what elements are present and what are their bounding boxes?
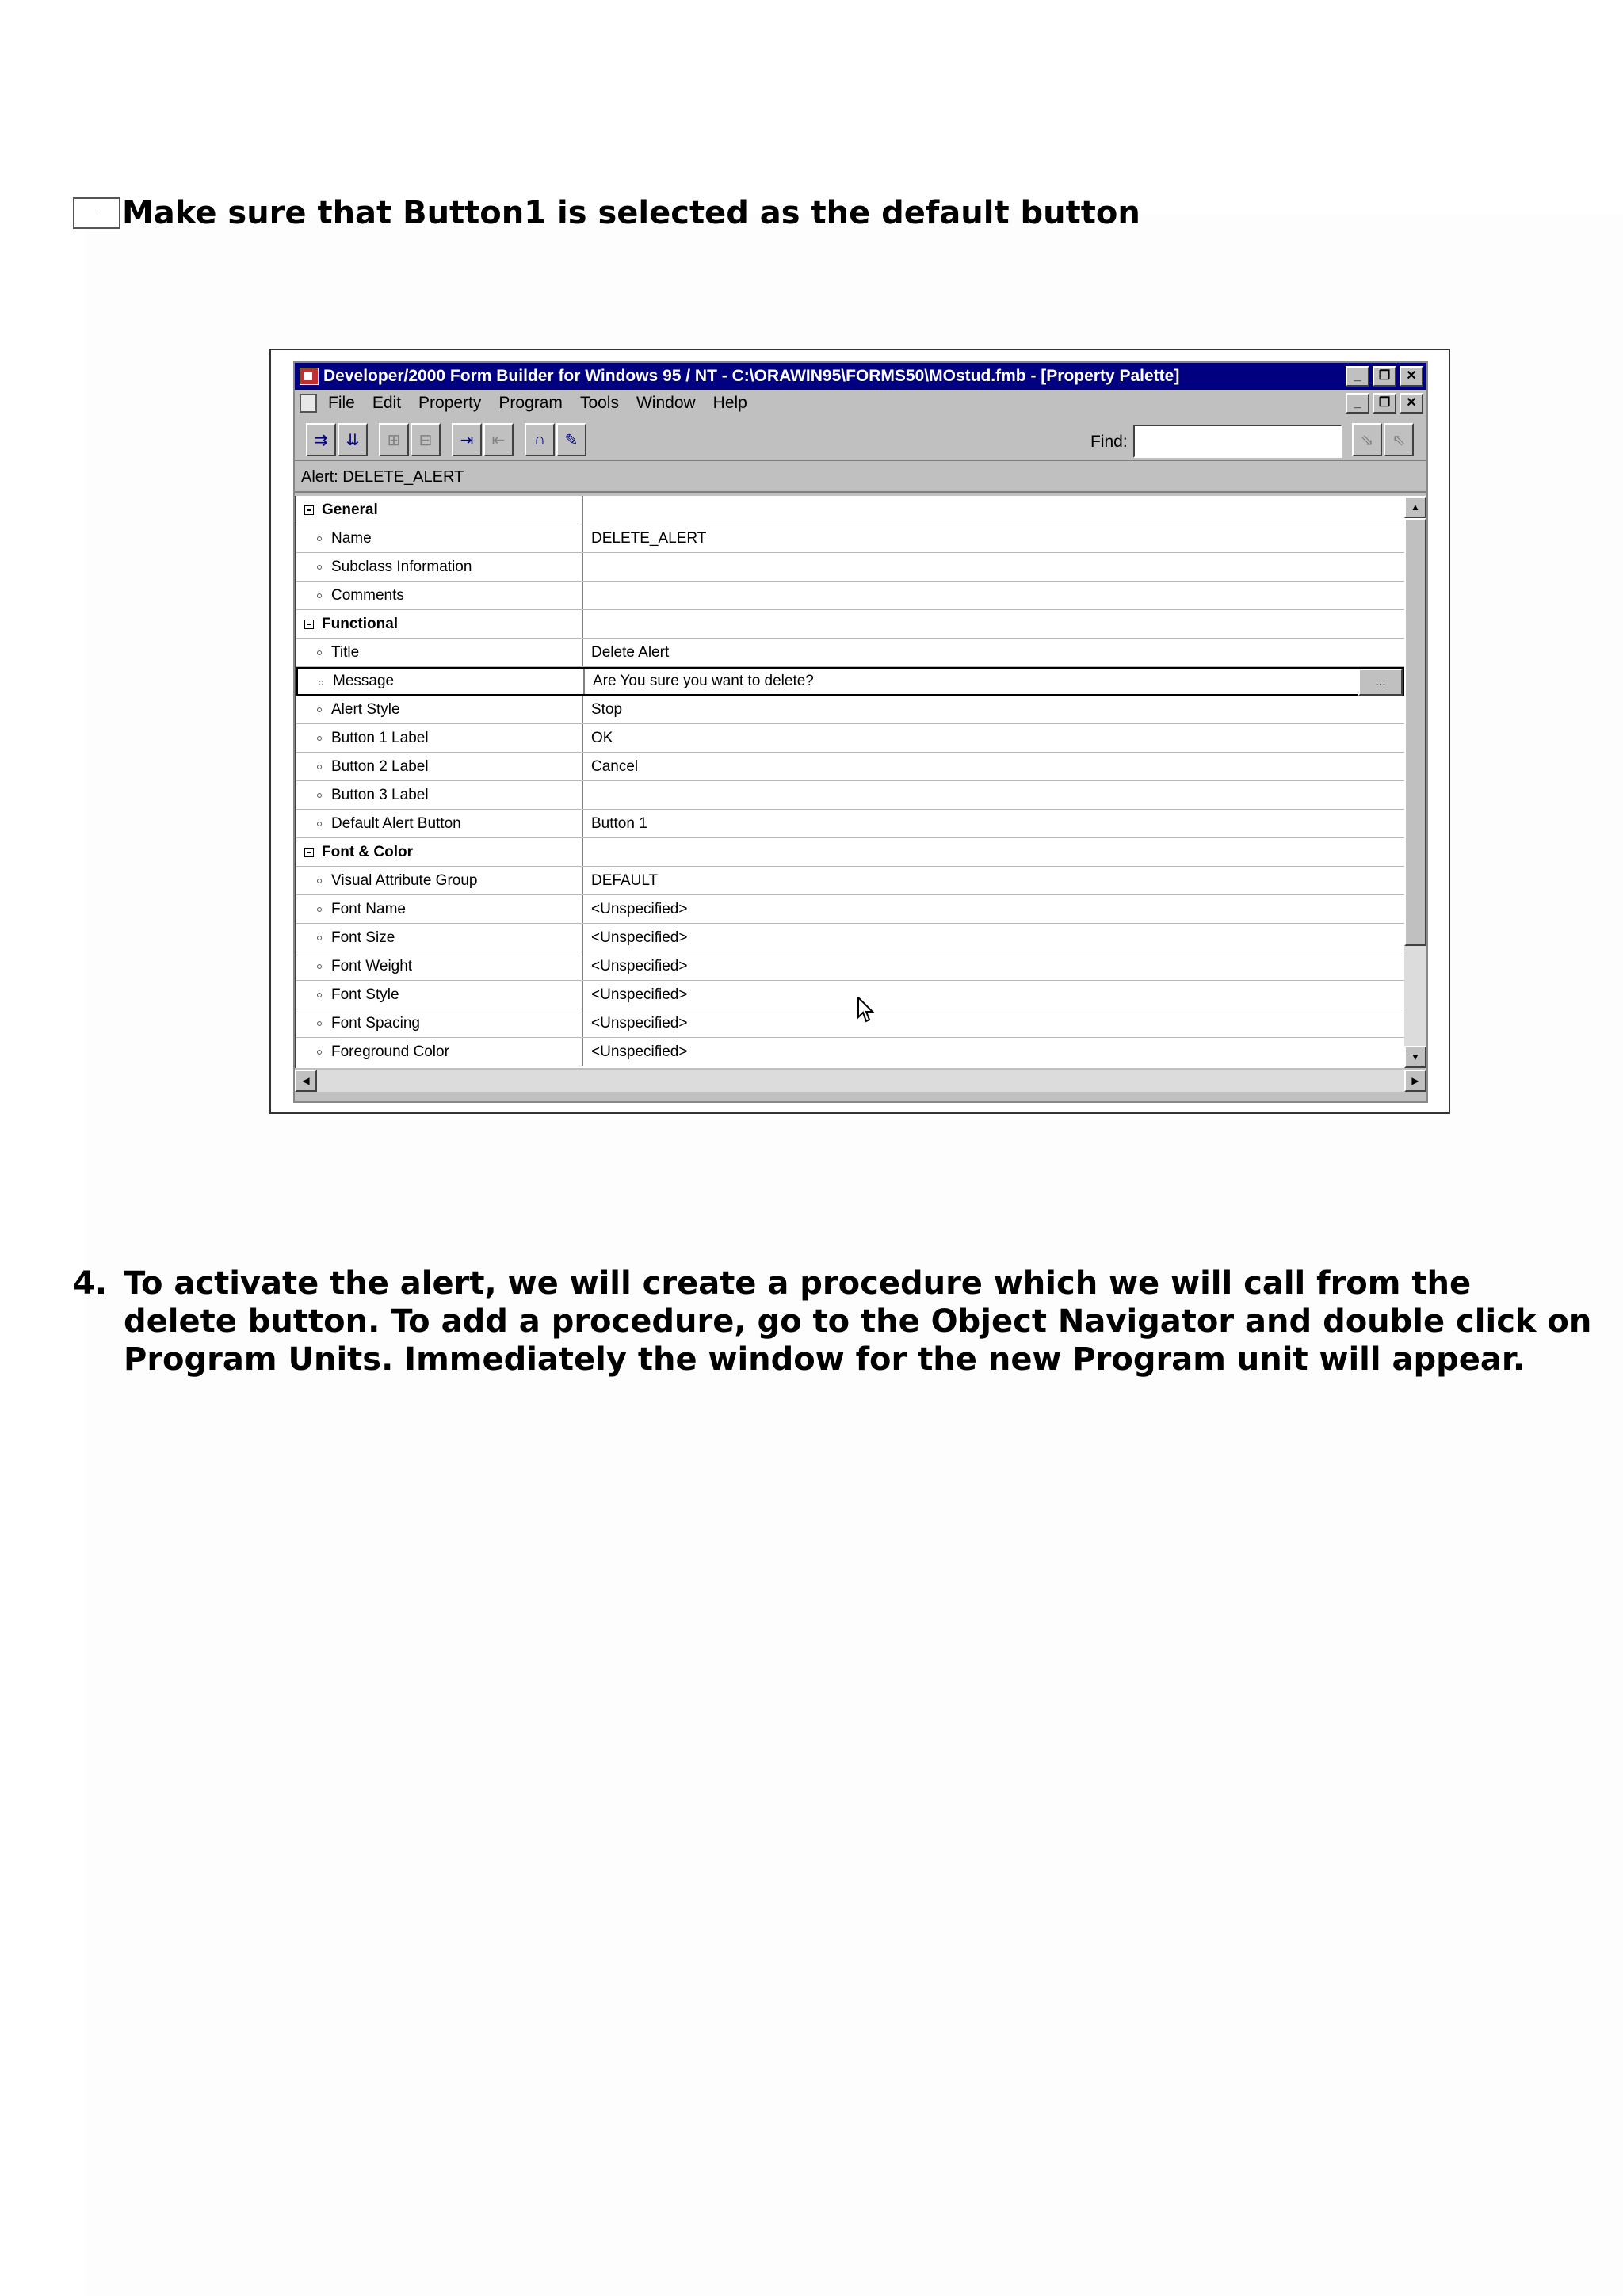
menu-window[interactable]: Window	[636, 394, 696, 412]
property-grid	[295, 496, 1404, 1068]
property-bullet-icon	[319, 681, 323, 685]
toolbar-group-intersect	[525, 423, 588, 456]
property-name: Name	[331, 529, 372, 547]
find-previous-icon[interactable]: ⇖	[1384, 423, 1414, 456]
find-input[interactable]	[1133, 425, 1342, 458]
property-name: Message	[333, 673, 395, 689]
scroll-right-icon[interactable]: ▶	[1404, 1070, 1426, 1092]
property-row-selected[interactable]	[296, 667, 1404, 696]
property-value[interactable]: Are You sure you want to delete?	[593, 673, 814, 689]
property-row[interactable]	[296, 753, 1404, 781]
menu-tools[interactable]: Tools	[579, 394, 619, 412]
property-name: Subclass Information	[331, 558, 472, 575]
vertical-scrollbar[interactable]	[1404, 496, 1426, 1068]
scroll-down-icon[interactable]: ▼	[1404, 1046, 1426, 1068]
section-row[interactable]	[296, 496, 1404, 524]
property-bullet-icon	[317, 964, 322, 969]
restore-icon[interactable]: ❐	[1373, 366, 1396, 387]
property-bullet-icon	[317, 793, 322, 798]
toolbar-group-inherit	[452, 423, 515, 456]
property-bullet-icon	[317, 879, 322, 883]
property-name: Font Size	[331, 929, 395, 946]
delete-property-icon[interactable]: ⊟	[411, 423, 441, 456]
property-value[interactable]: DEFAULT	[591, 871, 659, 889]
property-row[interactable]	[296, 895, 1404, 924]
property-bullet-icon	[317, 993, 322, 997]
property-bullet-icon	[317, 822, 322, 826]
bullet-checkbox-icon: '	[73, 197, 120, 229]
find-label: Find:	[1090, 433, 1128, 451]
menu-property[interactable]: Property	[418, 394, 482, 412]
menu-edit[interactable]: Edit	[372, 394, 402, 412]
property-row[interactable]	[296, 724, 1404, 753]
collapse-icon[interactable]	[304, 848, 314, 857]
scroll-up-icon[interactable]: ▲	[1404, 496, 1426, 518]
instruction-line	[73, 193, 1140, 233]
horizontal-scrollbar[interactable]	[295, 1070, 1426, 1092]
property-bullet-icon	[317, 650, 322, 655]
menu-program[interactable]: Program	[498, 394, 563, 412]
property-value[interactable]: Delete Alert	[591, 643, 670, 661]
collapse-icon[interactable]	[304, 620, 314, 629]
menu-file[interactable]: File	[328, 394, 355, 412]
doc-close-icon[interactable]: ✕	[1400, 393, 1423, 414]
property-bullet-icon	[317, 707, 322, 712]
property-value[interactable]: DELETE_ALERT	[591, 529, 707, 547]
property-row[interactable]	[296, 1038, 1404, 1066]
property-row[interactable]	[296, 582, 1404, 610]
property-bullet-icon	[317, 765, 322, 769]
toolbar-group-add	[379, 423, 442, 456]
menu-bar	[295, 390, 1426, 417]
property-value[interactable]: Button 1	[591, 814, 647, 832]
step-number: 4.	[73, 1265, 108, 1302]
property-value[interactable]	[583, 553, 1404, 581]
property-name: Font Spacing	[331, 1014, 420, 1032]
property-value[interactable]: <Unspecified>	[591, 900, 688, 917]
property-row[interactable]	[296, 952, 1404, 981]
property-name: Font Weight	[331, 957, 413, 974]
instruction-text: Make sure that Button1 is selected as the default button	[122, 195, 1140, 231]
freeze-icon[interactable]: ⇤	[483, 423, 514, 456]
property-value[interactable]: <Unspecified>	[591, 986, 688, 1003]
property-bullet-icon	[317, 1050, 322, 1055]
object-label: Alert: DELETE_ALERT	[295, 463, 1426, 493]
freeze-unfreeze-icon[interactable]: ✎	[556, 423, 586, 456]
section-name: Functional	[322, 615, 399, 632]
property-value[interactable]	[583, 781, 1404, 809]
property-value[interactable]: Cancel	[591, 757, 639, 775]
mouse-pointer-icon	[857, 997, 875, 1024]
section-name: General	[322, 501, 378, 518]
scroll-thumb[interactable]	[1404, 518, 1426, 946]
property-row[interactable]	[296, 867, 1404, 895]
property-name: Button 3 Label	[331, 786, 429, 803]
add-property-icon[interactable]: ⊞	[379, 423, 409, 456]
section-row[interactable]	[296, 838, 1404, 867]
property-value[interactable]: OK	[591, 729, 613, 746]
property-row[interactable]	[296, 924, 1404, 952]
property-value[interactable]: Stop	[591, 700, 623, 718]
window-title: Developer/2000 Form Builder for Windows 95 / NT - C:\ORAWIN95\FORMS50\MOstud.fmb - [Property Palette]	[323, 367, 1180, 385]
more-button[interactable]: ...	[1358, 669, 1403, 696]
property-name: Font Style	[331, 986, 399, 1003]
property-name: Foreground Color	[331, 1043, 449, 1060]
property-value[interactable]: <Unspecified>	[591, 957, 688, 974]
toolbar	[295, 417, 1426, 461]
step-text: To activate the alert, we will create a procedure which we will call from the delete button. To add a procedure, go to the Object Navigator and double click on Program Units. Immediately the window for the new Program unit will appear.	[124, 1265, 1592, 1378]
property-bullet-icon	[317, 736, 322, 741]
property-row[interactable]	[296, 981, 1404, 1009]
doc-minimize-icon[interactable]: _	[1346, 393, 1369, 414]
property-value[interactable]: <Unspecified>	[591, 929, 688, 946]
menu-help[interactable]: Help	[712, 394, 747, 412]
close-icon[interactable]: ✕	[1400, 366, 1423, 387]
property-row[interactable]	[296, 1009, 1404, 1038]
copy-properties-icon[interactable]: ⇉	[306, 423, 336, 456]
section-row[interactable]	[296, 610, 1404, 639]
intersect-union-icon[interactable]: ∩	[525, 423, 555, 456]
property-bullet-icon	[317, 565, 322, 570]
property-row[interactable]	[296, 553, 1404, 582]
find-next-icon[interactable]: ⇘	[1352, 423, 1382, 456]
toolbar-group-copy	[306, 423, 369, 456]
document-icon[interactable]	[300, 394, 317, 413]
minimize-icon[interactable]: _	[1346, 366, 1369, 387]
property-row[interactable]	[296, 696, 1404, 724]
property-bullet-icon	[317, 936, 322, 940]
property-value[interactable]: <Unspecified>	[591, 1014, 688, 1032]
property-name: Alert Style	[331, 700, 400, 718]
step-paragraph	[73, 1264, 1594, 1379]
property-name: Title	[331, 643, 360, 661]
property-name: Visual Attribute Group	[331, 871, 478, 889]
collapse-icon[interactable]	[304, 505, 314, 515]
scroll-left-icon[interactable]: ◀	[295, 1070, 317, 1092]
property-value[interactable]: <Unspecified>	[591, 1043, 688, 1060]
property-name: Comments	[331, 586, 404, 604]
app-icon	[300, 368, 319, 385]
document-window-controls	[1346, 393, 1426, 414]
section-name: Font & Color	[322, 843, 414, 860]
title-bar	[295, 363, 1426, 390]
property-name: Font Name	[331, 900, 406, 917]
property-bullet-icon	[317, 1021, 322, 1026]
property-name: Button 2 Label	[331, 757, 429, 775]
property-name: Default Alert Button	[331, 814, 461, 832]
property-row[interactable]	[296, 524, 1404, 553]
paste-properties-icon[interactable]: ⇊	[338, 423, 368, 456]
inherit-icon[interactable]: ⇥	[452, 423, 482, 456]
property-bullet-icon	[317, 593, 322, 598]
doc-restore-icon[interactable]: ❐	[1373, 393, 1396, 414]
property-value[interactable]	[583, 582, 1404, 609]
property-row[interactable]	[296, 810, 1404, 838]
property-bullet-icon	[317, 907, 322, 912]
property-name: Button 1 Label	[331, 729, 429, 746]
property-row[interactable]	[296, 781, 1404, 810]
property-row[interactable]	[296, 639, 1404, 667]
property-bullet-icon	[317, 536, 322, 541]
form-builder-window	[293, 361, 1428, 1103]
